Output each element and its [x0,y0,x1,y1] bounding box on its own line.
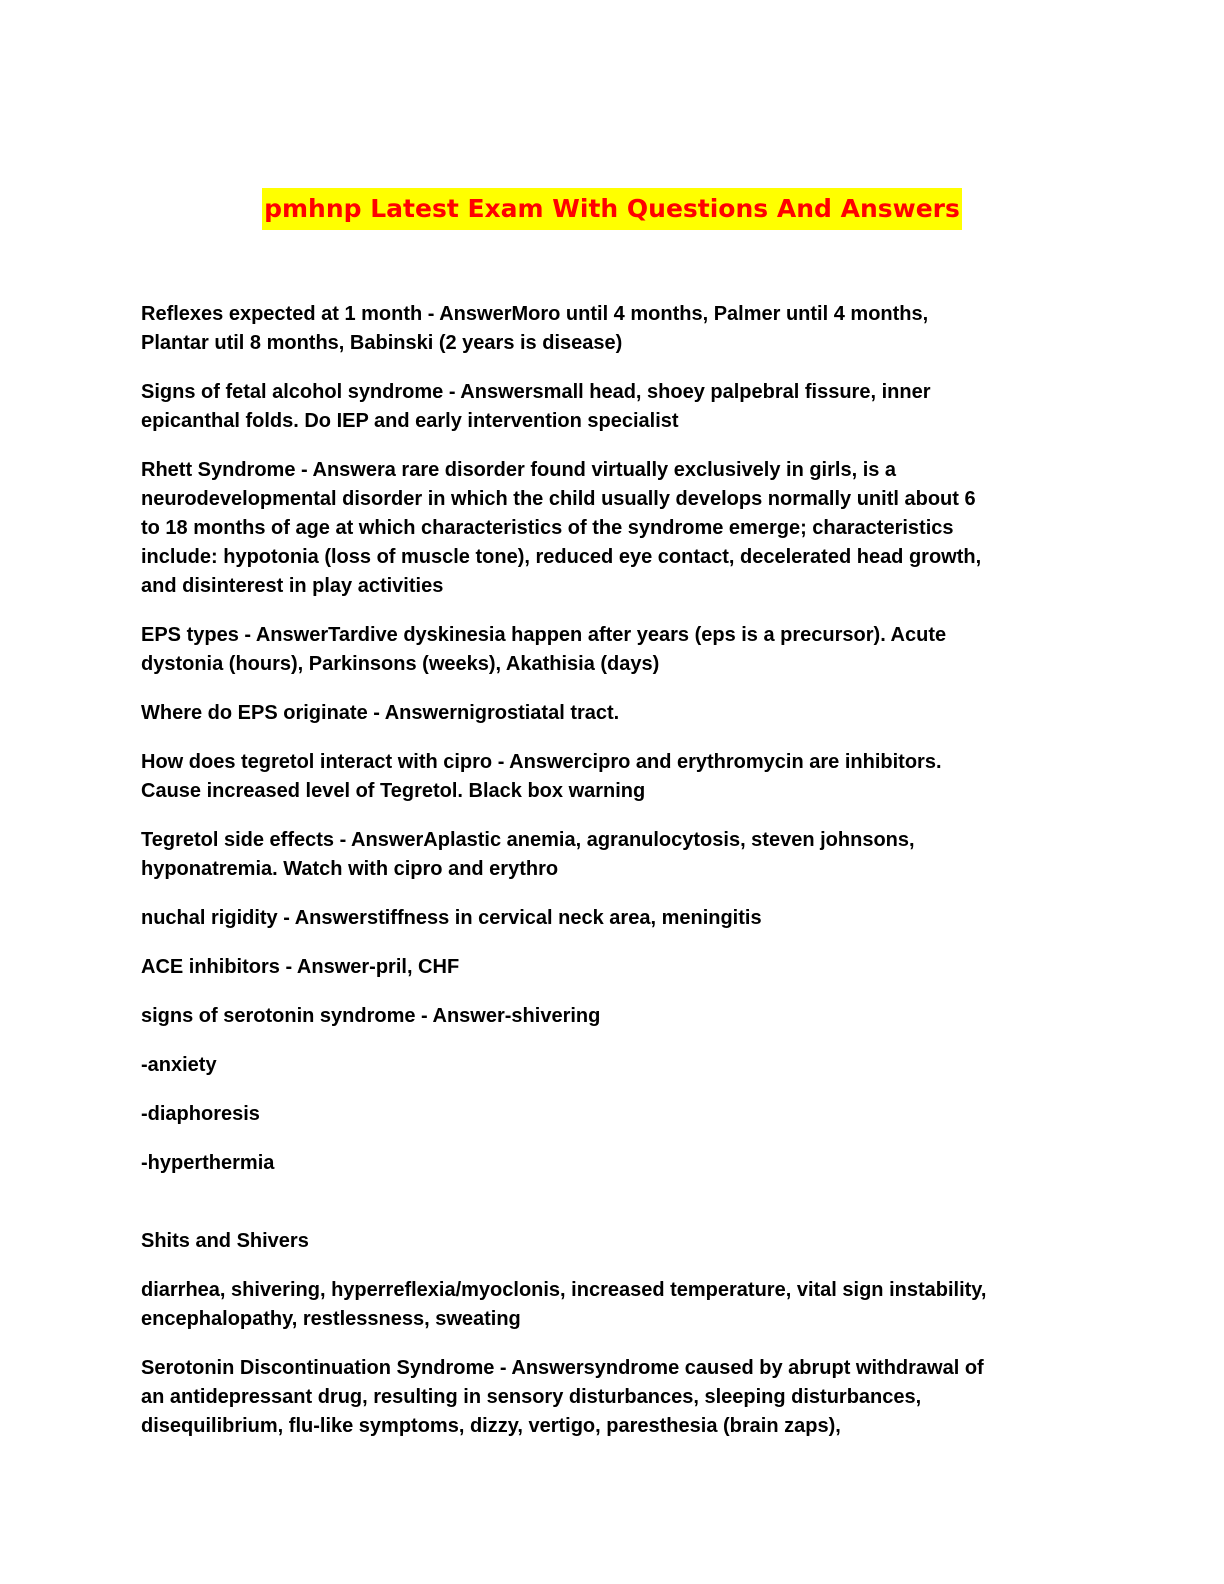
qa-tegretol-cipro: How does tegretol interact with cipro - Answercipro and erythromycin are inhibitors. Cause increased level of Tegretol. Black box warning [141,751,942,802]
qa-rhett-syndrome: Rhett Syndrome - Answera rare disorder found virtually exclusively in girls, is a neurodevelopmental disorder in which the child usually develops normally unitl about 6 to 18 months of age at which characteristics of the syndrome emerge; characteristics include: hypotonia (loss of muscle tone), reduced eye contact, decelerated head growth, and disinterest in play activities [141,459,982,597]
document-body [141,300,1076,1461]
qa-serotonin-discontinuation: Serotonin Discontinuation Syndrome - Answersyndrome caused by abrupt withdrawal of an antidepressant drug, resulting in sensory disturbances, sleeping disturbances, disequilibrium, flu-like symptoms, dizzy, vertigo, paresthesia (brain zaps), [141,1357,984,1437]
list-item-diaphoresis: -diaphoresis [141,1103,260,1125]
mnemonic-heading: Shits and Shivers [141,1230,309,1252]
list-item-anxiety: -anxiety [141,1054,217,1076]
document-title: pmhnp Latest Exam With Questions And Answers [262,188,962,230]
qa-eps-origin: Where do EPS originate - Answernigrostiatal tract. [141,702,620,724]
qa-eps-types: EPS types - AnswerTardive dyskinesia happen after years (eps is a precursor). Acute dystonia (hours), Parkinsons (weeks), Akathisia (days) [141,624,947,675]
qa-serotonin-syndrome: signs of serotonin syndrome - Answer-shivering [141,1005,601,1027]
qa-reflexes: Reflexes expected at 1 month - AnswerMoro until 4 months, Palmer until 4 months, Plantar util 8 months, Babinski (2 years is disease) [141,303,929,354]
qa-tegretol-side-effects: Tegretol side effects - AnswerAplastic anemia, agranulocytosis, steven johnsons, hyponatremia. Watch with cipro and erythro [141,829,915,880]
qa-ace-inhibitors: ACE inhibitors - Answer-pril, CHF [141,956,460,978]
qa-fetal-alcohol-syndrome: Signs of fetal alcohol syndrome - Answersmall head, shoey palpebral fissure, inner epicanthal folds. Do IEP and early intervention specialist [141,381,931,432]
qa-nuchal-rigidity: nuchal rigidity - Answerstiffness in cervical neck area, meningitis [141,907,762,929]
list-item-hyperthermia: -hyperthermia [141,1152,275,1174]
mnemonic-details: diarrhea, shivering, hyperreflexia/myoclonis, increased temperature, vital sign instability, encephalopathy, restlessness, sweating [141,1279,987,1330]
title-container [0,188,1224,230]
